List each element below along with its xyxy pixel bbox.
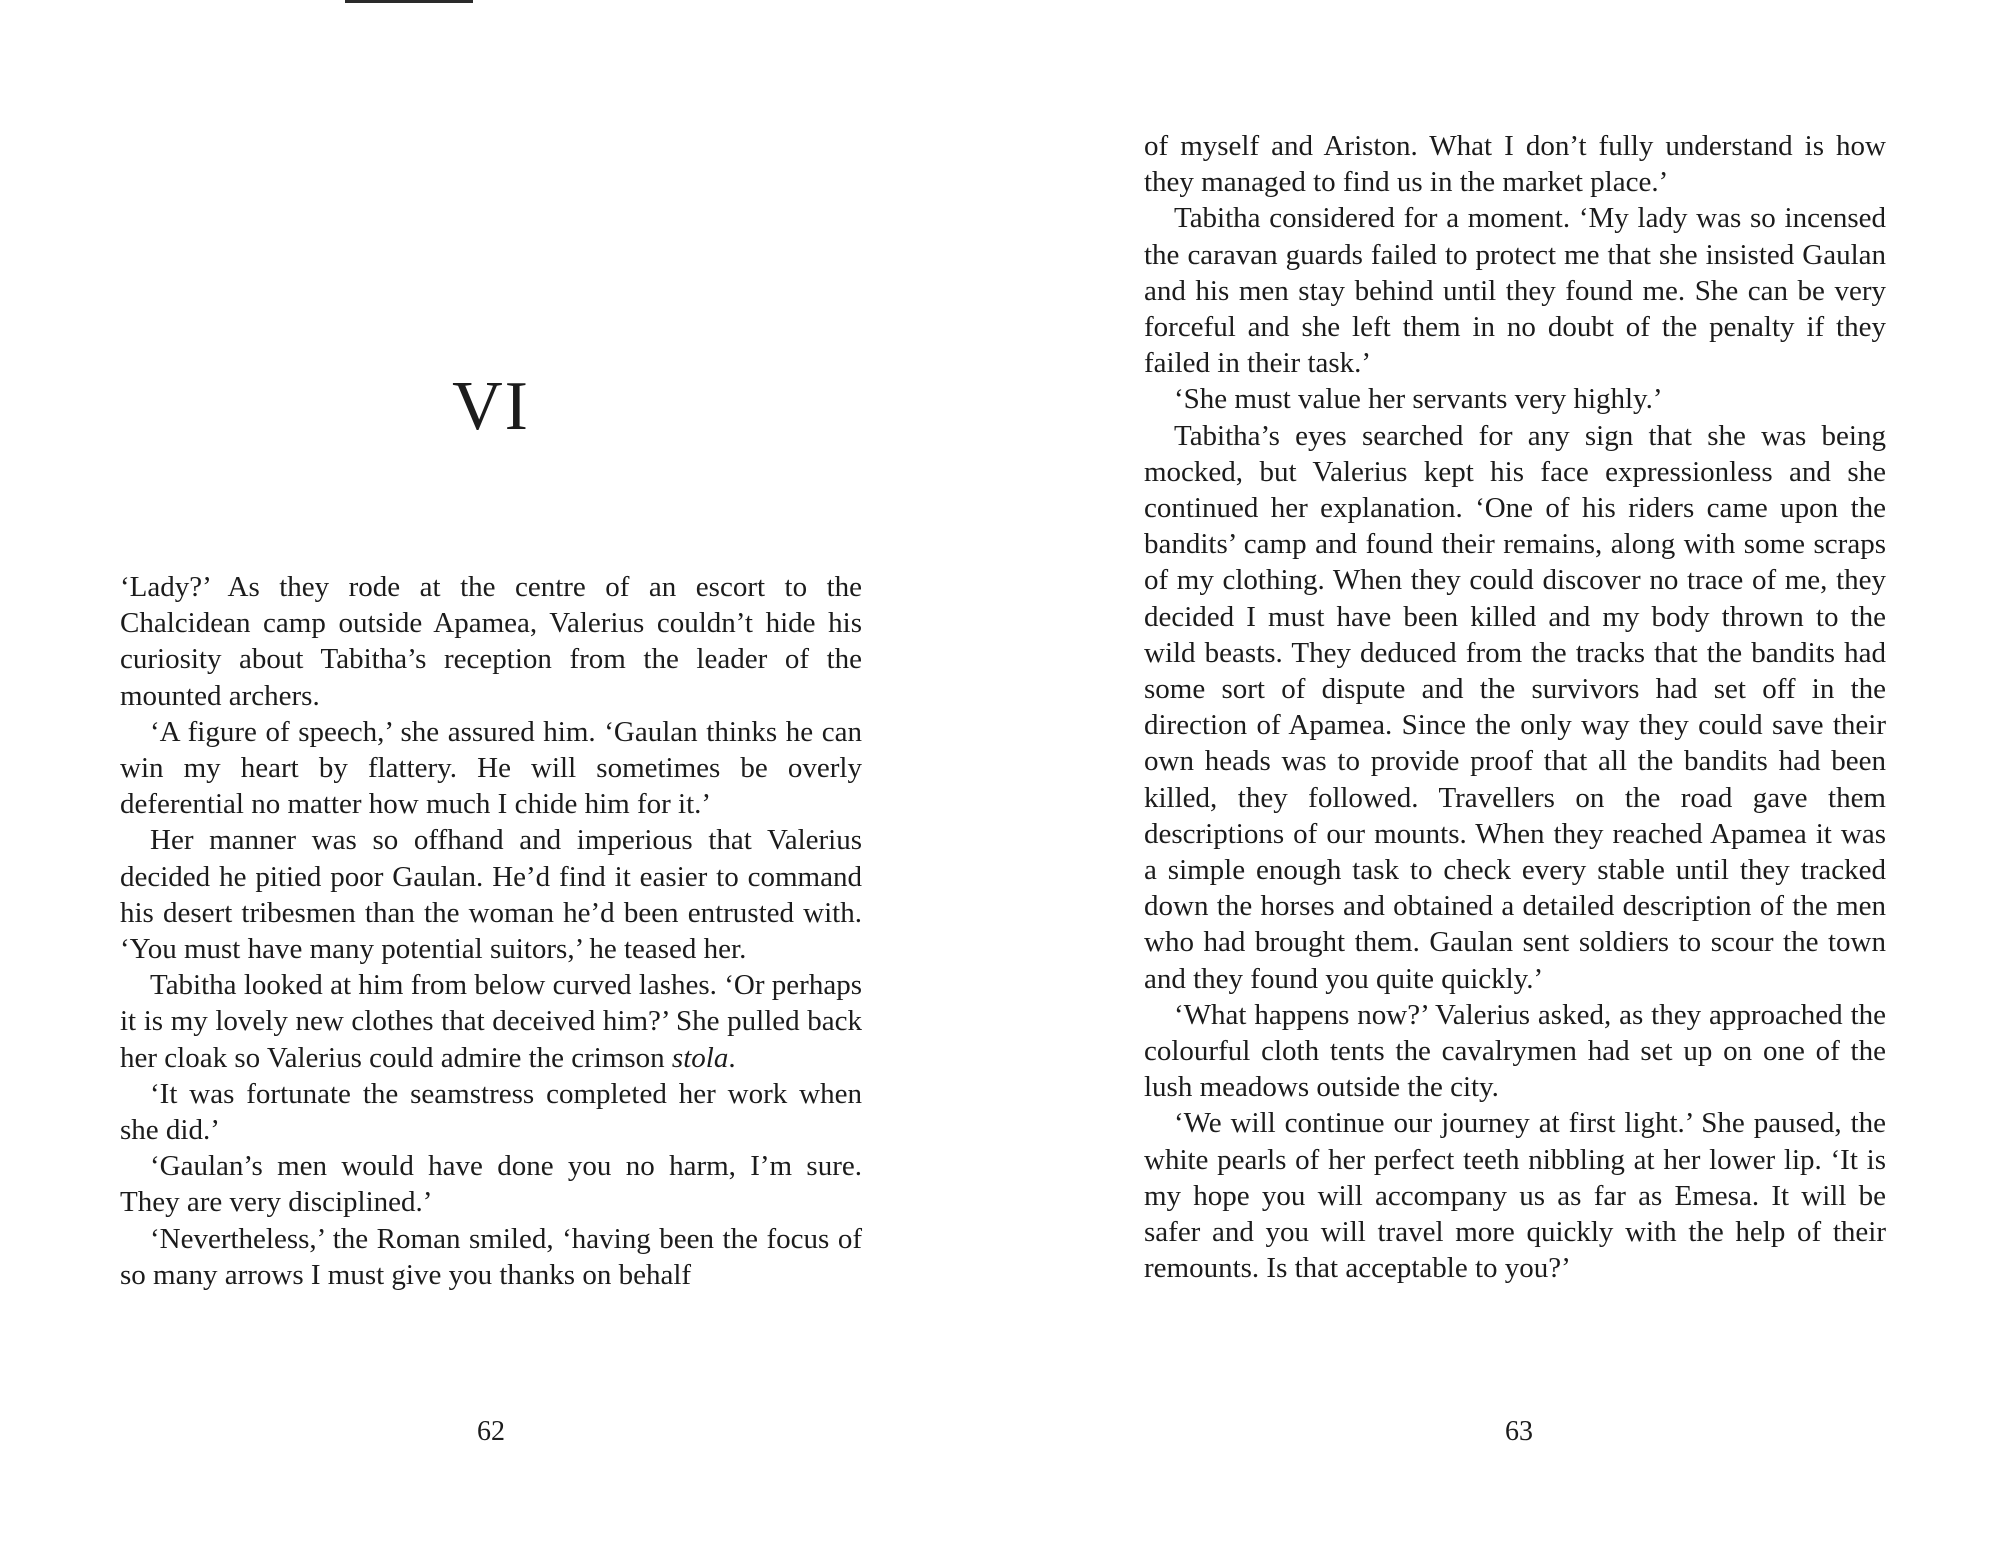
paragraph: ‘It was fortunate the seamstress completed her work when she did.’ [120,1077,862,1147]
paragraph: ‘She must value her servants very highly.’ [1174,383,1663,416]
left-page-text [120,569,862,1293]
paragraph: ‘Gaulan’s men would have done you no harm, I’m sure. They are very disciplined.’ [120,1150,862,1219]
paragraph: Tabitha considered for a moment. ‘My lady was so incensed the caravan guards failed to protect me that she insisted Gaulan and his men stay behind until they found me. She can be very forceful and she left them in no doubt of the penalty if they failed in their task.’ [1144,202,1886,380]
paragraph: ‘What happens now?’ Valerius asked, as they approached the colourful cloth tents the cavalrymen had set up on one of the lush meadows outside the city. [1144,998,1886,1104]
paragraph: ‘We will continue our journey at first light.’ She paused, the white pearls of her perfect teeth nibbling at her lower lip. ‘It is my hope you will accompany us as far as Emesa. It will be safer and you will travel more quickly with the help of their remounts. Is that acceptable to you?’ [1144,1107,1886,1285]
right-page-text [1144,128,1886,1287]
paragraph: Tabitha’s eyes searched for any sign that she was being mocked, but Valerius kept his face expressionless and she continued her explanation. ‘One of his riders came upon the bandits’ camp and found their remains, along with some scraps of my clothing. When they could discover no trace of me, they decided I must have been killed and my body thrown to the wild beasts. They deduced from the tracks that the bandits had some sort of dispute and the survivors had set off in the direction of Apamea. Since the only way they could save their own heads was to provide proof that all the bandits had been killed, they followed. Travellers on the road gave them descriptions of our mounts. When they reached Apamea it was a simple enough task to check every stable until they tracked down the horses and obtained a detailed description of the men who had brought them. Gaulan sent soldiers to scour the town and they found you quite quickly.’ [1144,419,1886,995]
paragraph-text: Tabitha looked at him from below curved lashes. ‘Or perhaps it is my lovely new clothes that deceived him?’ She pulled back her cloak so Valerius could admire the crimson [120,969,862,1074]
chapter-title: VI [452,368,530,445]
paragraph: ‘A figure of speech,’ she assured him. ‘Gaulan thinks he can win my heart by flattery. He will sometimes be overly deferential no matter how much I chide him for it.’ [120,715,862,821]
left-page [120,0,862,1555]
paragraph: ‘Lady?’ As they rode at the centre of an escort to the Chalcidean camp outside Apamea, Valerius couldn’t hide his curiosity about Tabitha’s reception from the leader of the mounted archers. [120,571,862,712]
trailing-punctuation: . [728,1041,736,1074]
italic-word: stola [671,1041,729,1074]
right-page [1144,0,1886,1555]
page-number: 63 [1505,1416,1533,1447]
paragraph: Her manner was so offhand and imperious that Valerius decided he pitied poor Gaulan. He’d find it easier to command his desert tribesmen than the woman he’d been entrusted with. ‘You must have many potential suitors,’ he teased her. [120,824,862,966]
paragraph [120,967,862,1076]
paragraph: of myself and Ariston. What I don’t fully understand is how they managed to find us in the market place.’ [1144,130,1886,199]
page-number: 62 [477,1416,505,1447]
paragraph: ‘Nevertheless,’ the Roman smiled, ‘having been the focus of so many arrows I must give you thanks on behalf [120,1222,862,1291]
